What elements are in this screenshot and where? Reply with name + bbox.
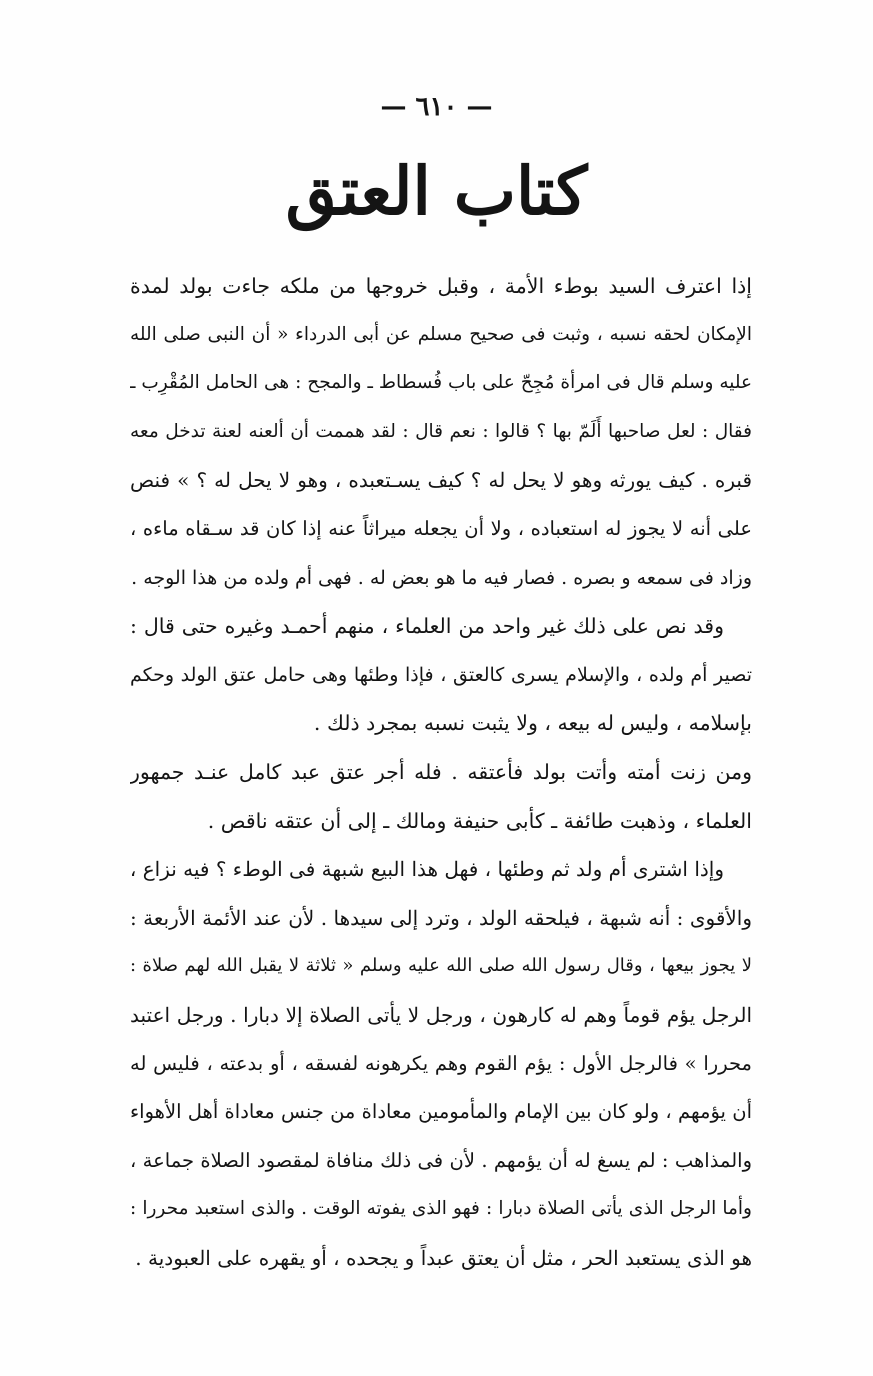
chapter-title: كتاب العتق	[285, 152, 588, 230]
text-line: وزاد فى سمعه و بصره . فصار فيه ما هو بعض له . فهى أم ولده من هذا الوجه .	[131, 566, 752, 589]
text-line: وإذا اشترى أم ولد ثم وطئها ، فهل هذا البيع شبهة فى الوطء ؟ فيه نزاع ،	[130, 857, 724, 882]
text-line: وأما الرجل الذى يأتى الصلاة دبارا : فهو الذى يفوته الوقت . والذى استعبد محررا :	[130, 1198, 752, 1220]
text-line: محررا » فالرجل الأول : يؤم القوم وهم يكرهونه لفسقه ، أو بدعته ، فليس له	[130, 1051, 752, 1075]
paragraph	[130, 262, 752, 602]
text-line: الإمكان لحقه نسبه ، وثبت فى صحيح مسلم عن أبى الدرداء « أن النبى صلى الله	[130, 323, 752, 345]
text-line: تصير أم ولده ، والإسلام يسرى كالعتق ، فإذا وطئها وهى حامل عتق الولد وحكم	[130, 663, 752, 686]
text-line: على أنه لا يجوز له استعباده ، ولا أن يجعله ميراثاً عنه إذا كان قد سـقاه ماءه ،	[130, 516, 752, 540]
text-line: بإسلامه ، وليس له بيعه ، ولا يثبت نسبه بمجرد ذلك .	[313, 711, 752, 736]
body-text	[130, 262, 752, 1282]
text-line: العلماء ، وذهبت طائفة ـ كأبى حنيفة ومالك ـ إلى أن عتقه ناقص .	[207, 808, 752, 833]
text-line: هو الذى يستعبد الحر ، مثل أن يعتق عبداً و يجحده ، أو يقهره على العبودية .	[135, 1245, 752, 1270]
text-line: والمذاهب : لم يسغ له أن يؤمهم . لأن فى ذلك منافاة لمقصود الصلاة جماعة ،	[130, 1148, 752, 1172]
page-number: — ٦١٠ —	[380, 92, 493, 122]
paragraph	[130, 602, 752, 748]
text-line: والأقوى : أنه شبهة ، فيلحقه الولد ، وترد إلى سيدها . لأن عند الأئمة الأربعة :	[130, 905, 752, 930]
text-line: فقال : لعل صاحبها أَلَمّ بها ؟ قالوا : نعم قال : لقد هممت أن ألعنه لعنة تدخل معه	[130, 420, 752, 442]
text-line: لا يجوز بيعها ، وقال رسول الله صلى الله عليه وسلم « ثلاثة لا يقبل الله لهم صلاة :	[130, 955, 752, 977]
text-line: أن يؤمهم ، ولو كان بين الإمام والمأمومين معاداة من جنس معاداة أهل الأهواء	[130, 1100, 752, 1124]
text-line: ومن زنت أمته وأتت بولد فأعتقه . فله أجر عتق عبد كامل عنـد جمهور	[130, 759, 752, 784]
text-line: وقد نص على ذلك غير واحد من العلماء ، منهم أحمـد وغيره حتى قال :	[130, 614, 724, 639]
text-line: الرجل يؤم قوماً وهم له كارهون ، ورجل لا يأتى الصلاة إلا دبارا . ورجل اعتبد	[130, 1002, 752, 1027]
paragraph	[130, 748, 752, 845]
paragraph	[130, 845, 752, 1282]
text-line: عليه وسلم قال فى امرأة مُجِحّ على باب فُسطاط ـ والمجح : هى الحامل المُقْرِب ـ	[130, 372, 752, 394]
text-line: قبره . كيف يورثه وهو لا يحل له ؟ كيف يسـتعبده ، وهو لا يحل له ؟ » فنص	[130, 468, 752, 493]
text-line: إذا اعترف السيد بوطء الأمة ، وقبل خروجها من ملكه جاءت بولد لمدة	[130, 274, 752, 298]
